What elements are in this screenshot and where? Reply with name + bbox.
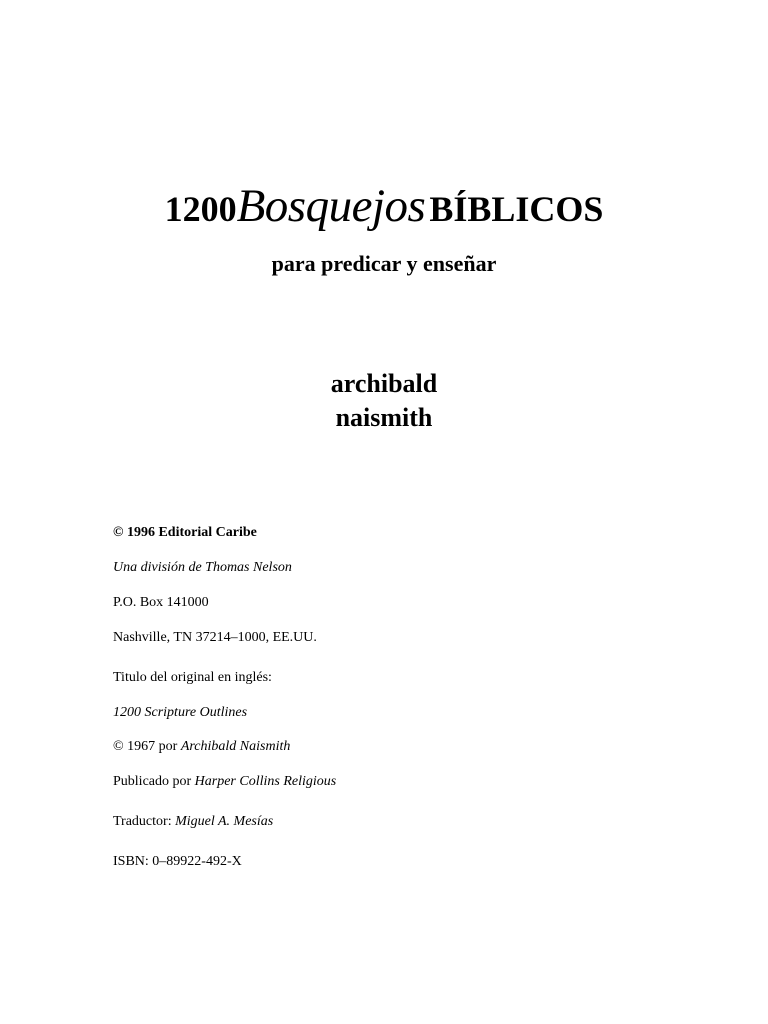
original-title-label: Titulo del original en inglés: xyxy=(113,670,272,685)
translator-name: Miguel A. Mesías xyxy=(175,814,274,829)
publisher-address: Nashville, TN 37214–1000, EE.UU. xyxy=(113,630,317,645)
title-number: 1200 xyxy=(164,189,237,229)
original-copyright xyxy=(113,738,290,756)
original-title: 1200 Scripture Outlines xyxy=(113,705,248,720)
author-last-name: naismith xyxy=(335,403,433,432)
title-caps-word: BÍBLICOS xyxy=(429,189,604,229)
translator xyxy=(113,813,273,831)
book-title xyxy=(0,178,768,234)
isbn: ISBN: 0–89922-492-X xyxy=(113,854,242,869)
po-box: P.O. Box 141000 xyxy=(113,595,209,610)
publisher-division: Una división de Thomas Nelson xyxy=(113,560,292,575)
copyright-publisher: © 1996 Editorial Caribe xyxy=(113,525,257,540)
original-publisher xyxy=(113,773,336,791)
book-subtitle: para predicar y enseñar xyxy=(271,251,497,276)
original-author-name: Archibald Naismith xyxy=(180,739,291,754)
original-copyright-prefix: © 1967 por xyxy=(113,739,181,754)
title-italic-word: Bosquejos xyxy=(236,180,426,232)
author-first-name: archibald xyxy=(330,369,438,398)
original-publisher-name: Harper Collins Religious xyxy=(194,774,337,789)
translator-prefix: Traductor: xyxy=(113,814,176,829)
original-publisher-prefix: Publicado por xyxy=(113,774,195,789)
